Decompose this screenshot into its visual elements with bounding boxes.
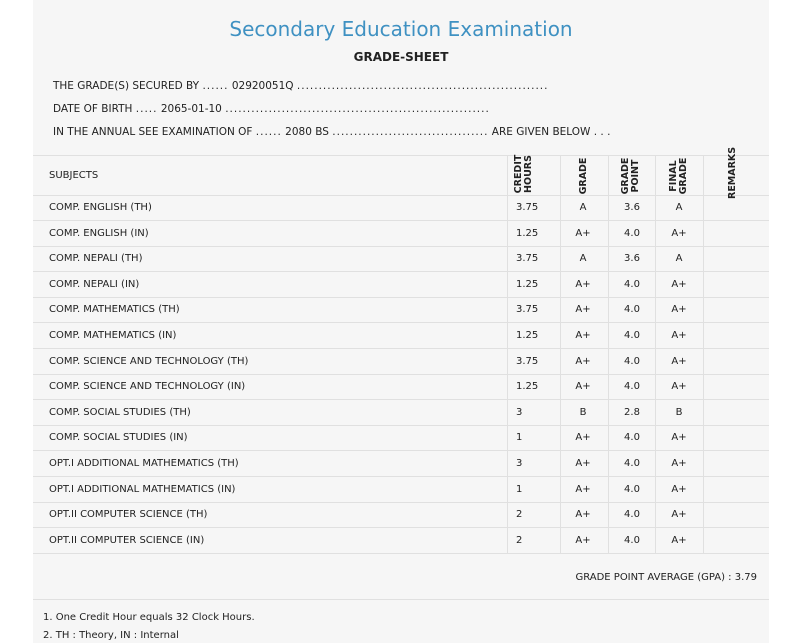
credit-hours-cell: 3	[516, 406, 523, 418]
subject-cell: COMP. NEPALI (TH)	[49, 253, 143, 265]
final-grade-cell: A+	[671, 227, 687, 239]
grade-header-text: GRADE	[578, 157, 589, 195]
note-abbreviations: 2. TH : Theory, IN : Internal	[43, 630, 179, 641]
subject-cell: COMP. SOCIAL STUDIES (IN)	[49, 432, 188, 444]
grade-point-cell: 4.0	[624, 381, 640, 393]
subject-cell: COMP. SCIENCE AND TECHNOLOGY (TH)	[49, 355, 249, 367]
table-row	[33, 502, 769, 527]
gpa-summary	[575, 572, 757, 583]
table-row	[33, 477, 769, 502]
final-grade-cell: A	[675, 202, 683, 213]
exam-suffix: ARE GIVEN BELOW . . .	[491, 126, 611, 138]
grade-point-cell: 3.6	[624, 202, 640, 213]
grade-cell: A+	[575, 509, 591, 521]
grade-point-cell: 4.0	[624, 509, 640, 521]
subject-cell: OPT.II COMPUTER SCIENCE (TH)	[49, 509, 208, 521]
grade-cell: A+	[575, 534, 591, 546]
table-row	[33, 425, 769, 450]
dob-lead-dots: .....	[135, 103, 158, 115]
table-row	[33, 349, 769, 374]
grade-point-cell: 4.0	[624, 432, 640, 444]
grade-cell: A	[579, 202, 587, 213]
dob-value: 2065-01-10	[160, 103, 222, 115]
grade-cell: A+	[575, 458, 591, 469]
credit-hours-cell: 1.25	[516, 227, 539, 239]
gpa-label: GRADE POINT AVERAGE (GPA) :	[575, 572, 732, 583]
grade-sheet	[33, 0, 769, 643]
credit-header-line2: HOURS	[523, 155, 534, 193]
subject-cell: COMP. MATHEMATICS (TH)	[49, 304, 180, 316]
grade-cell: A+	[575, 483, 591, 495]
symbol-number: 02920051Q	[231, 80, 294, 92]
note-credit-hours: 1. One Credit Hour equals 32 Clock Hours.	[43, 612, 255, 623]
credit-hours-cell: 3.75	[516, 202, 539, 213]
final-grade-cell: A+	[671, 304, 687, 316]
exam-value: 2080 BS	[285, 126, 329, 138]
secured-by-line	[53, 80, 548, 92]
gpa-value: 3.79	[734, 572, 757, 583]
final-grade-cell: A	[675, 253, 683, 265]
grade-point-cell: 4.0	[624, 458, 640, 469]
subject-cell: OPT.I ADDITIONAL MATHEMATICS (IN)	[49, 483, 236, 495]
secured-lead-dots: ......	[202, 80, 229, 92]
final-grade-cell: A+	[671, 330, 687, 341]
grade-point-cell: 3.6	[624, 253, 640, 265]
grade-cell: B	[579, 406, 587, 418]
secured-trail-dots: ..........................................................	[296, 80, 549, 92]
table-row	[33, 400, 769, 425]
exam-title: Secondary Education Examination	[229, 17, 573, 41]
grade-point-cell: 4.0	[624, 278, 640, 290]
credit-hours-cell: 2	[516, 534, 523, 546]
subject-cell: COMP. MATHEMATICS (IN)	[49, 330, 177, 341]
subject-cell: COMP. ENGLISH (TH)	[49, 202, 152, 213]
credit-hours-cell: 3.75	[516, 304, 539, 316]
table-row	[33, 246, 769, 271]
credit-header-line1: CREDIT	[513, 154, 524, 194]
table-row	[33, 528, 769, 553]
table-row	[33, 374, 769, 399]
final-header-line1: FINAL	[668, 160, 679, 192]
final-grade-cell: A+	[671, 381, 687, 393]
credit-hours-cell: 3	[516, 458, 523, 469]
grade-cell: A+	[575, 227, 591, 239]
grade-point-cell: 4.0	[624, 304, 640, 316]
point-header-line1: GRADE	[620, 157, 631, 195]
row-divider	[33, 553, 769, 554]
final-header-line2: GRADE	[678, 157, 689, 195]
subject-cell: COMP. SOCIAL STUDIES (TH)	[49, 406, 191, 418]
point-header-line2: POINT	[630, 159, 641, 193]
grade-point-cell: 4.0	[624, 227, 640, 239]
final-grade-cell: A+	[671, 432, 687, 444]
table-row	[33, 221, 769, 246]
date-of-birth-line	[53, 103, 490, 115]
table-row	[33, 297, 769, 322]
grade-cell: A+	[575, 304, 591, 316]
credit-hours-cell: 1	[516, 483, 523, 495]
subjects-header: SUBJECTS	[49, 170, 99, 181]
table-row	[33, 451, 769, 476]
exam-trail-dots: ....................................	[332, 126, 489, 138]
grade-point-cell: 4.0	[624, 534, 640, 546]
grade-point-cell: 4.0	[624, 355, 640, 367]
final-grade-cell: A+	[671, 483, 687, 495]
credit-hours-cell: 3.75	[516, 253, 539, 265]
final-grade-cell: A+	[671, 509, 687, 521]
credit-hours-cell: 1	[516, 432, 523, 444]
grade-sheet-heading: GRADE-SHEET	[353, 50, 449, 64]
dob-label: DATE OF BIRTH	[53, 103, 133, 115]
final-grade-cell: B	[675, 406, 683, 418]
grade-cell: A+	[575, 278, 591, 290]
credit-hours-cell: 1.25	[516, 330, 539, 341]
subject-cell: COMP. ENGLISH (IN)	[49, 227, 149, 239]
dob-trail-dots: .............................................................	[225, 103, 490, 115]
final-grade-cell: A+	[671, 534, 687, 546]
grade-point-cell: 2.8	[624, 406, 640, 418]
credit-hours-cell: 2	[516, 509, 523, 521]
subject-cell: COMP. NEPALI (IN)	[49, 278, 140, 290]
table-row	[33, 323, 769, 348]
exam-line	[53, 126, 610, 138]
final-grade-cell: A+	[671, 278, 687, 290]
credit-hours-cell: 1.25	[516, 278, 539, 290]
table-row	[33, 195, 769, 220]
grade-cell: A+	[575, 330, 591, 341]
secured-label: THE GRADE(S) SECURED BY	[53, 80, 200, 92]
grade-cell: A	[579, 253, 587, 265]
subject-cell: OPT.I ADDITIONAL MATHEMATICS (TH)	[49, 458, 239, 469]
table-row	[33, 272, 769, 297]
notes-divider	[33, 599, 769, 600]
grade-cell: A+	[575, 432, 591, 444]
final-grade-cell: A+	[671, 355, 687, 367]
remarks-header-text: REMARKS	[727, 146, 738, 199]
exam-lead-dots: ......	[255, 126, 282, 138]
grade-cell: A+	[575, 381, 591, 393]
final-grade-cell: A+	[671, 458, 687, 469]
exam-label: IN THE ANNUAL SEE EXAMINATION OF	[53, 126, 253, 138]
credit-hours-cell: 1.25	[516, 381, 539, 393]
table-top-line	[33, 155, 769, 156]
grade-point-cell: 4.0	[624, 483, 640, 495]
credit-hours-cell: 3.75	[516, 355, 539, 367]
subject-cell: OPT.II COMPUTER SCIENCE (IN)	[49, 534, 205, 546]
subject-cell: COMP. SCIENCE AND TECHNOLOGY (IN)	[49, 381, 246, 393]
grade-point-cell: 4.0	[624, 330, 640, 341]
grade-cell: A+	[575, 355, 591, 367]
